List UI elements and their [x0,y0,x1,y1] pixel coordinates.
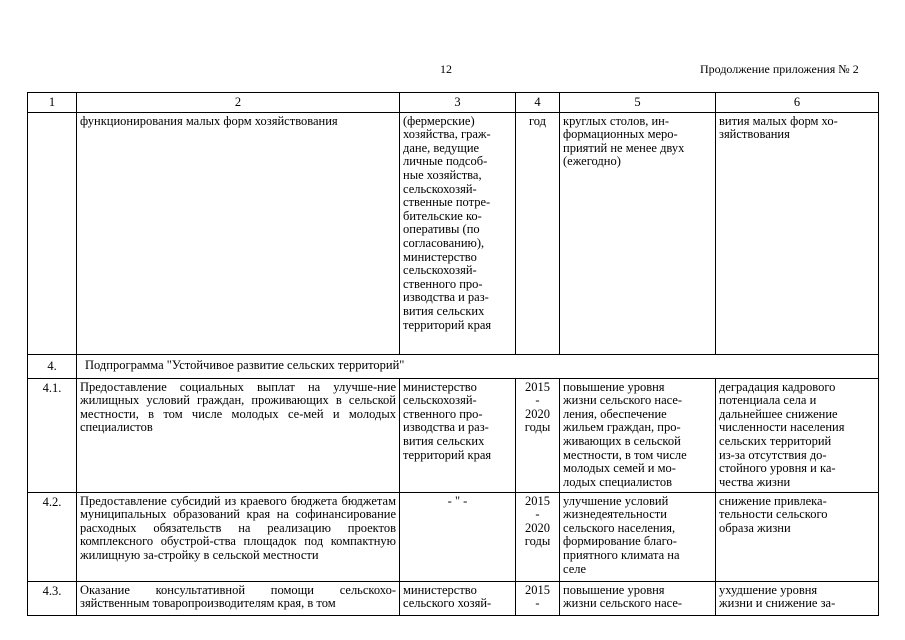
result-cell [560,112,716,354]
cell-line: изводства и раз- [403,420,489,435]
cell-line: изводства и раз- [403,290,489,305]
period-cell [516,492,560,581]
cell-line: 2020 [525,520,550,535]
page-number: 12 [440,62,452,76]
cell-line: сельского населения, [563,520,676,535]
period-cell [516,378,560,492]
cell-line: ственные потре- [403,195,491,210]
cell-line: приятного климата на [563,547,680,562]
cell-line: из-за отсутствия до- [719,447,827,462]
cell-line: оперативы (по [403,222,480,237]
column-header: 2 [77,93,400,113]
cell-line: ные хозяйства, [403,167,482,182]
cell-line: стойного уровня и ка- [719,461,836,476]
cell-line: министерство [403,582,477,597]
cell-line: личные подсоб- [403,154,488,169]
cell-line: - [535,393,540,408]
column-header: 5 [560,93,716,113]
cell-line: ственного про- [403,276,483,291]
cell-line: сельского хозяй- [403,596,492,611]
cell-line: год [528,113,547,128]
table-row [28,492,879,581]
cell-line: сельскохозяй- [403,393,477,408]
cell-line: - [535,596,540,611]
activity-cell: Оказание консультативной помощи сельскохо-зяйственным товаропроизводителям края, в том [77,581,400,615]
cell-line: тельности сельского [719,507,828,522]
column-header: 1 [28,93,77,113]
executor-cell [400,492,516,581]
table-row [28,378,879,492]
cell-line: министерство [403,249,477,264]
cell-line: ственного про- [403,406,483,421]
activity-cell: Предоставление социальных выплат на улучше-ние жилищных условий граждан, проживающих в сельской местности, в том числе молодых се-мей и молодых специалистов [77,378,400,492]
cell-line: живающих в сельской [563,433,681,448]
cell-line: местности, в том числе [563,447,687,462]
cell-line: дане, ведущие [403,140,480,155]
cell-line: численности населения [719,420,845,435]
cell-line: улучшение условий [563,493,669,508]
consequence-cell [716,378,879,492]
cell-line: жильем граждан, про- [563,420,681,435]
continuation-label: Продолжение приложения № 2 [700,62,859,76]
cell-line: круглых столов, ин- [563,113,670,128]
row-number [28,112,77,354]
section-title: Подпрограмма "Устойчивое развитие сельских территорий" [77,354,879,378]
cell-line: сельскохозяй- [403,181,477,196]
column-header: 6 [716,93,879,113]
cell-line: вития сельских [403,303,485,318]
result-cell [560,492,716,581]
cell-line: чества жизни [719,474,791,489]
consequence-cell [716,112,879,354]
row-number: 4.2. [28,492,77,581]
cell-line: хозяйства, граж- [403,127,491,142]
section-row [28,354,879,378]
table-row [28,112,879,354]
section-number: 4. [28,354,77,378]
cell-line: территорий края [403,317,492,332]
cell-line: 2015 [525,582,550,597]
cell-line: потенциала села и [719,393,817,408]
header-row [28,93,879,113]
cell-line: министерство [403,379,477,394]
cell-line: формационных меро- [563,127,678,142]
consequence-cell [716,581,879,615]
cell-line: годы [524,420,551,435]
cell-line: 2020 [525,406,550,421]
cell-line: согласованию), [403,235,485,250]
cell-line: (фермерские) [403,113,475,128]
cell-line: снижение привлека- [719,493,827,508]
row-number: 4.1. [28,378,77,492]
program-table [27,92,879,616]
period-cell [516,581,560,615]
executor-cell [400,378,516,492]
activity-cell: функционирования малых форм хозяйствования [77,112,400,354]
cell-line: сельских территорий [719,433,832,448]
cell-line: жизни сельского насе- [563,393,683,408]
cell-line: годы [524,534,551,549]
period-cell [516,112,560,354]
cell-line: (ежегодно) [563,154,621,169]
cell-line: сельскохозяй- [403,263,477,278]
cell-line: жизнедеятельности [563,507,667,522]
result-cell [560,378,716,492]
row-number: 4.3. [28,581,77,615]
result-cell [560,581,716,615]
cell-line: зяйствования [719,127,790,142]
cell-line: молодых семей и мо- [563,461,676,476]
cell-line: повышение уровня [563,582,665,597]
cell-line: ления, обеспечение [563,406,667,421]
cell-line: ухудшение уровня [719,582,818,597]
table-row [28,581,879,615]
cell-line: дальнейшее снижение [719,406,838,421]
cell-line: 2015 [525,379,550,394]
cell-line: селе [563,561,587,576]
column-header: 4 [516,93,560,113]
cell-line: - " - [447,493,468,508]
cell-line: образа жизни [719,520,791,535]
executor-cell [400,581,516,615]
cell-line: территорий края [403,447,492,462]
cell-line: - [535,507,540,522]
cell-line: жизни и снижение за- [719,596,836,611]
cell-line: деградация кадрового [719,379,836,394]
cell-line: повышение уровня [563,379,665,394]
activity-cell: Предоставление субсидий из краевого бюджета бюджетам муниципальных образований края на софинансирование расходных обязательств на реализацию проектов комплексного обустрой-ства площадок под компактную жилищную за-стройку в сельской местности [77,492,400,581]
cell-line: формирование благо- [563,534,677,549]
executor-cell [400,112,516,354]
cell-line: приятий не менее двух [563,140,685,155]
cell-line: 2015 [525,493,550,508]
cell-line: лодых специалистов [563,474,673,489]
cell-line: жизни сельского насе- [563,596,683,611]
cell-line: вития сельских [403,433,485,448]
cell-line: бительские ко- [403,208,482,223]
cell-line: вития малых форм хо- [719,113,838,128]
column-header: 3 [400,93,516,113]
consequence-cell [716,492,879,581]
